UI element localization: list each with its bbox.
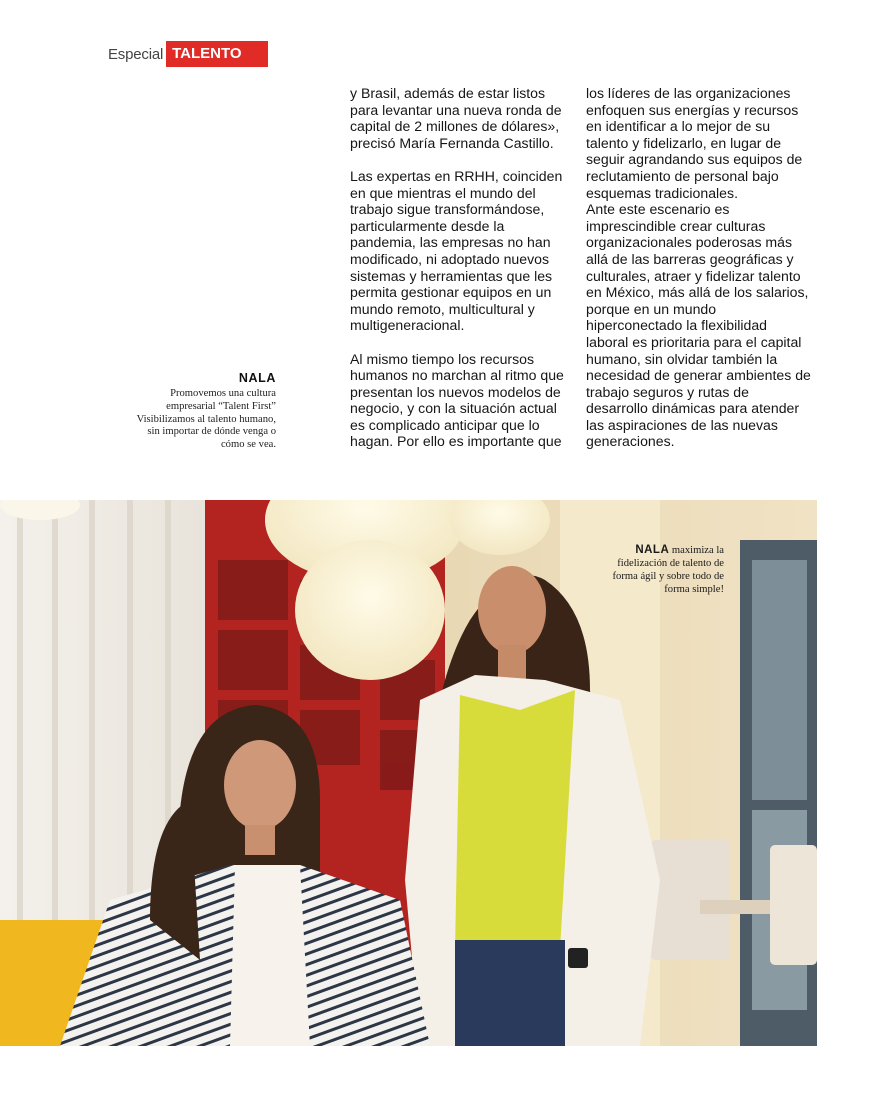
text-line: hiperconectado la flexibilidad xyxy=(586,317,767,334)
text-line: en que mientras el mundo del xyxy=(350,184,536,201)
text-line: hagan. Por ello es importante que xyxy=(350,433,562,450)
article-column-2 xyxy=(586,85,818,450)
text-line: capital de 2 millones de dólares», xyxy=(350,118,560,135)
text-line: organizacionales poderosas más xyxy=(586,234,793,251)
sidebar-caption-line: cómo se vea. xyxy=(220,439,276,451)
text-line: mundo remoto, multicultural y xyxy=(350,300,535,317)
text-line: generaciones. xyxy=(586,433,675,450)
text-line: multigeneracional. xyxy=(350,317,465,334)
text-line: permita gestionar equipos en un xyxy=(350,284,552,301)
sidebar-caption xyxy=(126,388,276,452)
text-line: y Brasil, además de estar listos xyxy=(350,85,546,101)
text-line: Al mismo tiempo los recursos xyxy=(350,350,535,367)
text-line: laboral es prioritaria para el capital xyxy=(586,333,802,350)
text-line: precisó María Fernanda Castillo. xyxy=(350,134,554,151)
section-header xyxy=(108,41,268,67)
text-line: culturales, atraer y fidelizar talento xyxy=(586,267,801,284)
text-line: enfoquen sus energías y recursos xyxy=(586,101,799,118)
text-line: Ante este escenario es xyxy=(586,201,730,218)
text-line: negocio, y con la situación actual xyxy=(350,400,557,417)
text-line: sistemas y herramientas que les xyxy=(350,267,553,284)
text-line: talento y fidelizarlo, en lugar de xyxy=(586,134,782,151)
section-tag: TALENTO xyxy=(166,41,267,67)
text-line: seguir agrandando sus equipos de xyxy=(586,151,803,168)
text-line: imprescindible crear culturas xyxy=(586,217,766,234)
photo-caption xyxy=(590,544,724,596)
text-line: reclutamiento de personal bajo xyxy=(586,167,779,184)
text-line: particularmente desde la xyxy=(350,217,505,234)
text-line: necesidad de generar ambientes de xyxy=(586,367,811,384)
text-line: porque en un mundo xyxy=(586,300,717,317)
text-line: modificado, ni adoptado nuevos xyxy=(350,250,550,267)
text-line: trabajo seguros y rutas de xyxy=(586,383,749,400)
paragraph xyxy=(350,168,572,334)
paragraph xyxy=(350,85,572,151)
sidebar-caption-line: Promovemos una cultura xyxy=(170,388,276,399)
text-line: presentan los nuevos modelos de xyxy=(350,383,561,400)
sidebar-brand: NALA xyxy=(238,371,276,385)
text-line: humanos no marchan al ritmo que xyxy=(350,367,564,384)
article-column-1 xyxy=(350,85,572,450)
text-line: las aspiraciones de las nuevas xyxy=(586,416,778,433)
paragraph xyxy=(350,351,572,451)
text-line: pandemia, las empresas no han xyxy=(350,234,551,251)
photo-caption-line: forma ágil y sobre todo de xyxy=(612,571,724,582)
text-line: trabajo sigue transformándose, xyxy=(350,201,545,218)
sidebar-caption-line: sin importar de dónde venga o xyxy=(147,426,276,438)
paragraph xyxy=(586,201,818,450)
text-line: para levantar una nueva ronda de xyxy=(350,101,562,118)
text-line: Las expertas en RRHH, coinciden xyxy=(350,167,563,184)
text-line: desarrollo dinámicas para atender xyxy=(586,400,800,417)
photo-caption-line xyxy=(590,544,724,557)
sidebar-caption-line: empresarial “Talent First” xyxy=(166,400,276,412)
text-line: allá de las barreras geográficas y xyxy=(586,250,794,267)
text-line: esquemas tradicionales. xyxy=(586,184,738,201)
text-line: en México, más allá de los salarios, xyxy=(586,284,809,301)
text-line: humano, sin olvidar también la xyxy=(586,350,778,367)
sidebar-quote xyxy=(126,371,276,452)
text-line: los líderes de las organizaciones xyxy=(586,85,791,101)
photo-caption-line: forma simple! xyxy=(664,584,724,595)
photo-caption-text: maximiza la xyxy=(671,545,724,556)
section-label: Especial xyxy=(108,45,164,63)
sidebar-caption-line: Visibilizamos al talento humano, xyxy=(136,413,276,425)
photo-caption-line: fidelización de talento de xyxy=(617,558,724,569)
text-line: en identificar a lo mejor de su xyxy=(586,118,771,135)
article-photo xyxy=(0,500,817,1046)
paragraph xyxy=(586,85,818,201)
photo-caption-brand: NALA xyxy=(635,544,670,556)
text-line: es complicado anticipar que lo xyxy=(350,416,540,433)
